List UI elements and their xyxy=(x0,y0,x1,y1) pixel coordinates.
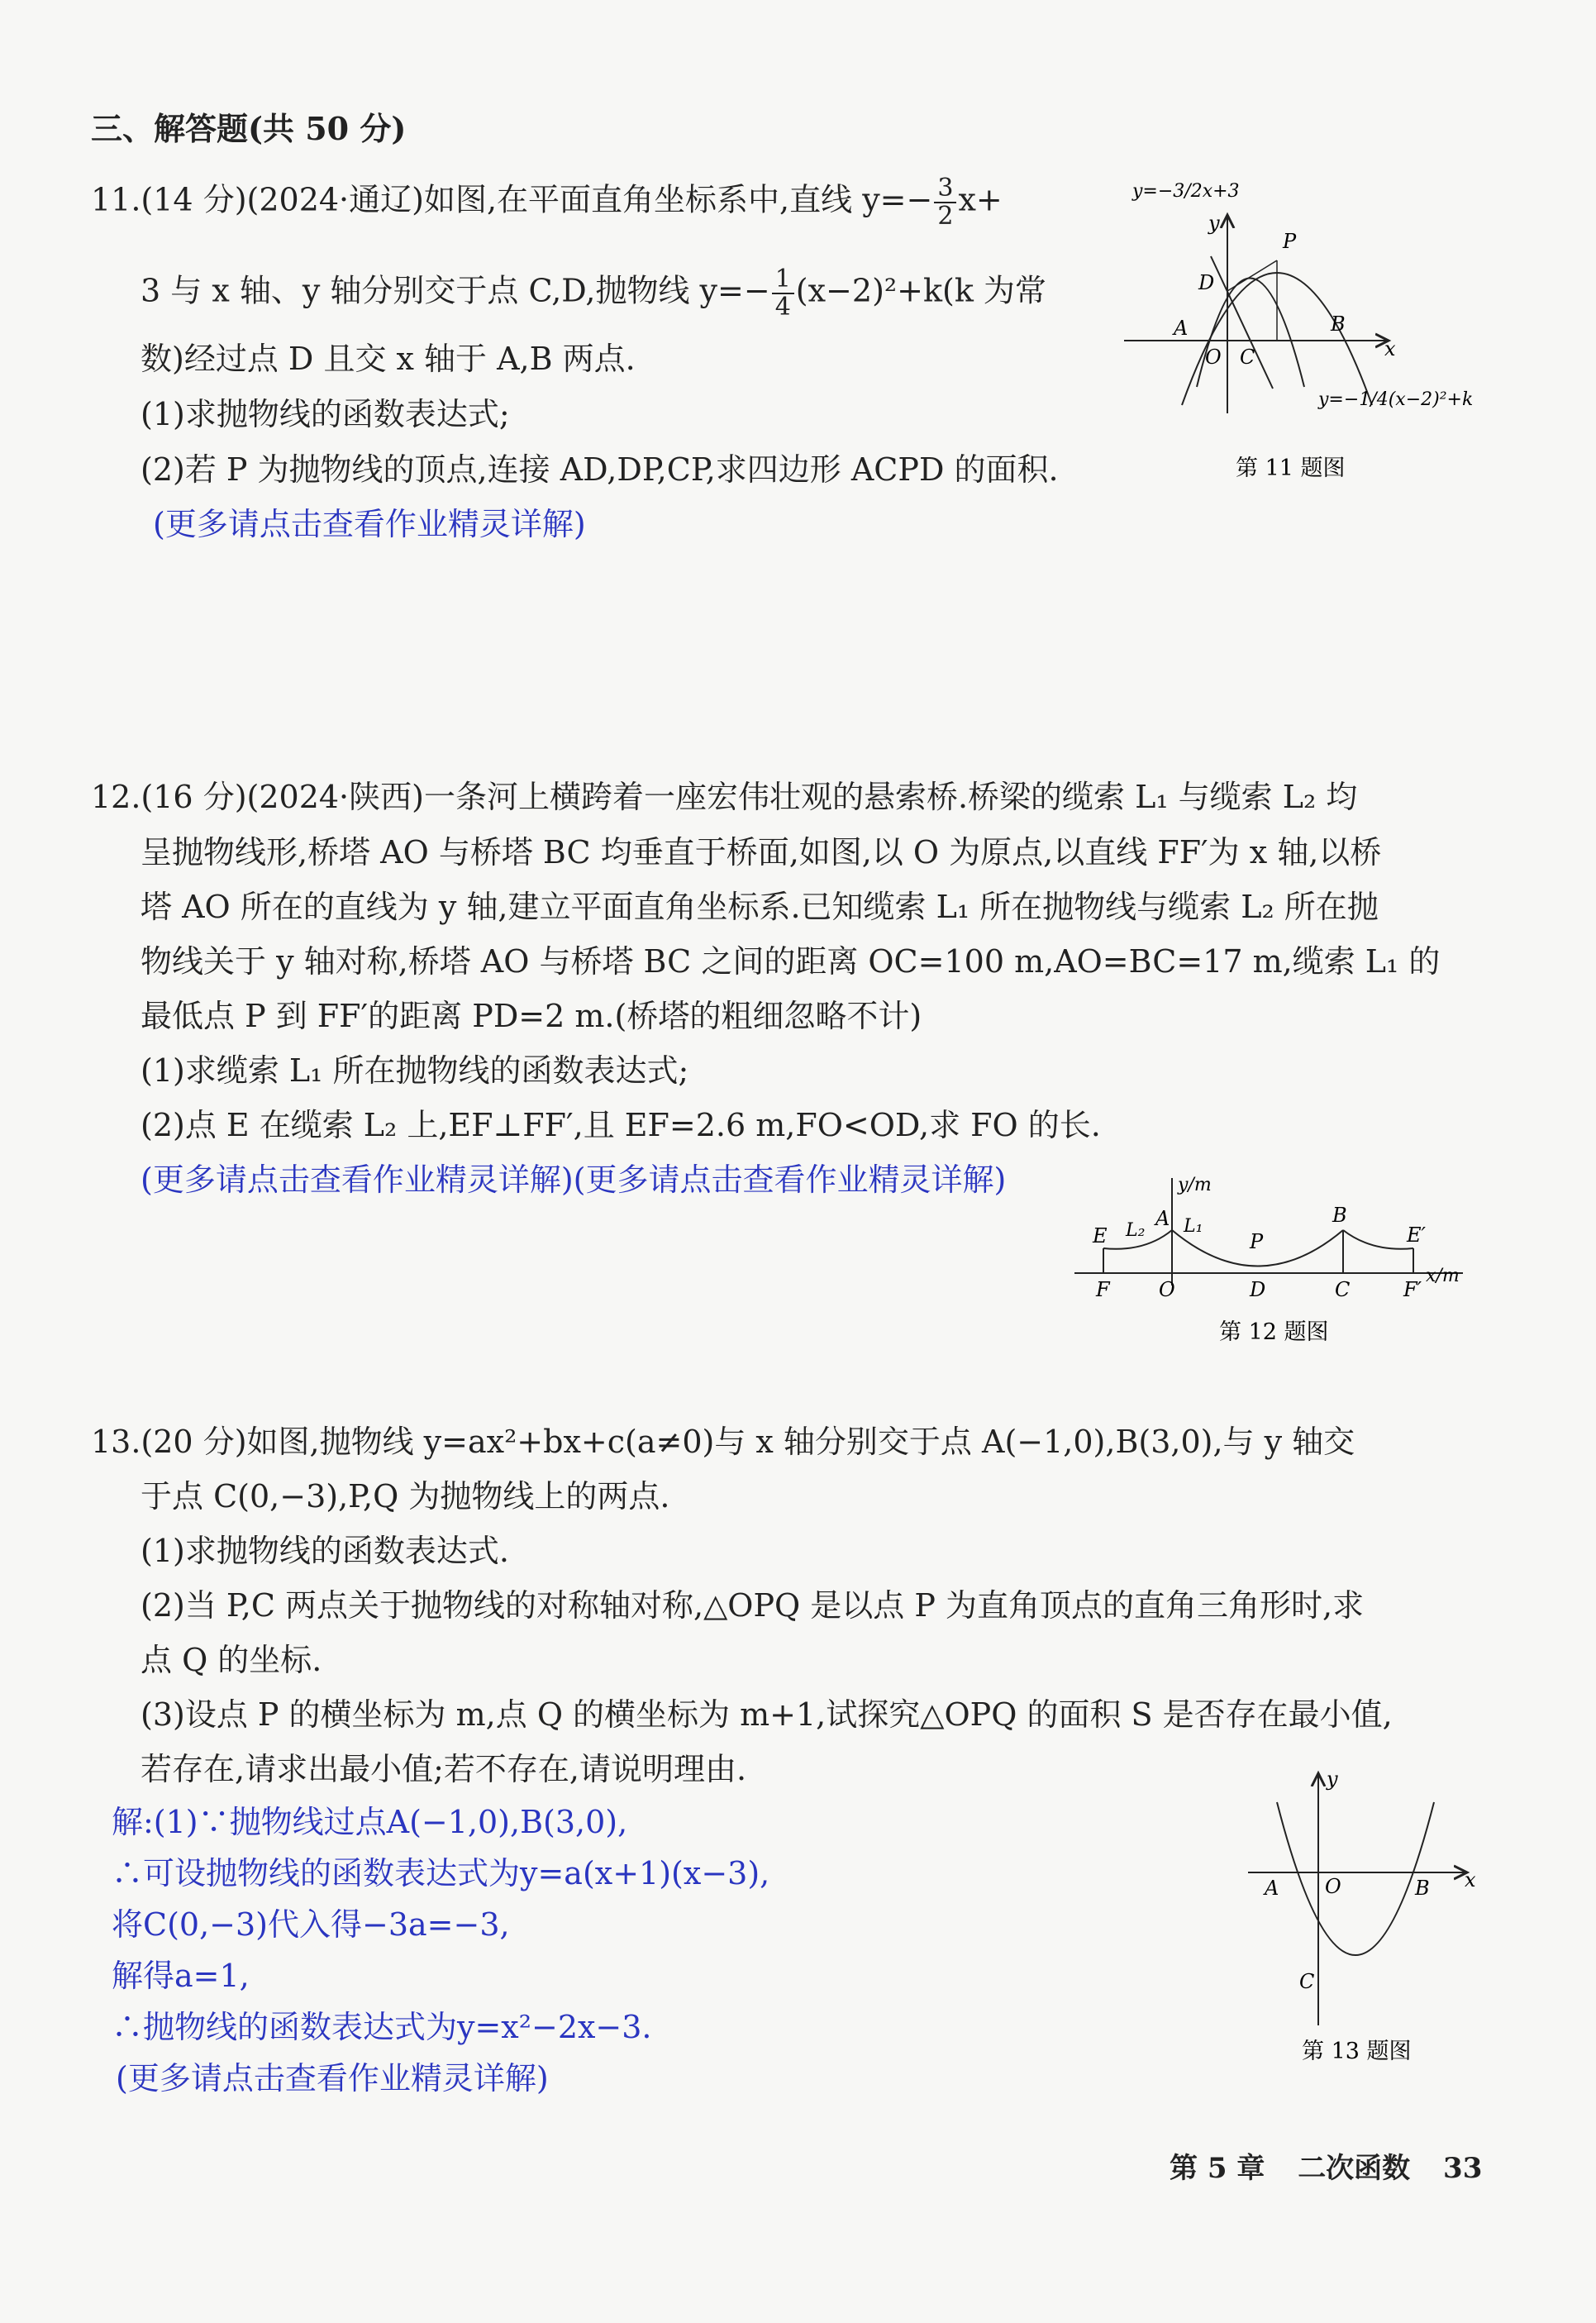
q11-point-a: A xyxy=(1174,317,1189,340)
q12-line5: 最低点 P 到 FF′的距离 PD=2 m.(桥塔的粗细忽略不计) xyxy=(141,998,922,1034)
q12-point-a: A xyxy=(1155,1207,1170,1230)
q11-point-c: C xyxy=(1240,346,1255,369)
q13-part2-a: (2)当 P,C 两点关于抛物线的对称轴对称,△OPQ 是以点 P 为直角顶点的直角三角形时,求 xyxy=(141,1587,1365,1624)
q11-frac2-num: 1 xyxy=(772,266,794,294)
q13-point-c: C xyxy=(1299,1970,1315,1993)
q11-frac1-den: 2 xyxy=(937,202,954,231)
q13-solution-line4: 解得a=1, xyxy=(112,1958,250,1994)
q12-point-f: F xyxy=(1096,1278,1110,1301)
q11-point-b: B xyxy=(1331,312,1346,336)
q13-x-label: x xyxy=(1465,1868,1476,1891)
q13-point-o: O xyxy=(1325,1875,1341,1898)
page-footer xyxy=(1170,2145,1482,2186)
q12-point-f-prime: F′ xyxy=(1403,1278,1422,1301)
q12-label-l2: L₂ xyxy=(1126,1220,1146,1241)
q12-point-d: D xyxy=(1250,1278,1266,1301)
q13-solution-line5: ∴抛物线的函数表达式为y=x²−2x−3. xyxy=(112,2009,652,2045)
q11-more-link[interactable]: (更多请点击查看作业精灵详解) xyxy=(153,506,586,542)
q12-label-l1: L₁ xyxy=(1184,1216,1203,1237)
q11-part1: (1)求抛物线的函数表达式; xyxy=(141,396,510,432)
q12-line2: 呈抛物线形,桥塔 AO 与桥塔 BC 均垂直于桥面,如图,以 O 为原点,以直线 FF′为 x 轴,以桥 xyxy=(141,834,1382,871)
q11-caption: 第 11 题图 xyxy=(1236,456,1346,481)
q12-line4: 物线关于 y 轴对称,桥塔 AO 与桥塔 BC 之间的距离 OC=100 m,AO=BC=17 m,缆索 L₁ 的 xyxy=(141,943,1441,980)
q13-y-label: y xyxy=(1327,1767,1338,1791)
q12-figure xyxy=(1066,1166,1496,1364)
q13-part1: (1)求抛物线的函数表达式. xyxy=(141,1533,509,1569)
q13-point-b: B xyxy=(1415,1877,1430,1900)
q11-part2: (2)若 P 为抛物线的顶点,连接 AD,DP,CP,求四边形 ACPD 的面积. xyxy=(141,451,1059,488)
q11-line2-text-a: 3 与 x 轴、y 轴分别交于点 C,D,抛物线 y=− xyxy=(141,272,770,309)
q11-line3: 数)经过点 D 且交 x 轴于 A,B 两点. xyxy=(141,341,636,377)
footer-title: 二次函数 xyxy=(1298,2152,1411,2185)
q11-fraction-3-2 xyxy=(934,175,956,230)
q13-line2: 于点 C(0,−3),P,Q 为抛物线上的两点. xyxy=(141,1478,670,1514)
q13-part3-a: (3)设点 P 的横坐标为 m,点 Q 的横坐标为 m+1,试探究△OPQ 的面积 S 是否存在最小值, xyxy=(141,1696,1393,1733)
q13-caption: 第 13 题图 xyxy=(1302,2039,1412,2064)
q11-line1-text-a: 11.(14 分)(2024·通辽)如图,在平面直角坐标系中,直线 y=− xyxy=(91,181,933,218)
q12-more-link[interactable]: (更多请点击查看作业精灵详解)(更多请点击查看作业精灵详解) xyxy=(141,1162,1007,1198)
q13-solution-line3: 将C(0,−3)代入得−3a=−3, xyxy=(112,1906,510,1943)
q11-point-p: P xyxy=(1283,230,1297,253)
q11-line-label: y=−3/2x+3 xyxy=(1132,181,1240,202)
q11-line1-text-b: x+ xyxy=(958,181,1003,218)
q13-figure xyxy=(1240,1761,1488,2092)
q13-more-link[interactable]: (更多请点击查看作业精灵详解) xyxy=(116,2060,549,2096)
q11-segment-dp xyxy=(1227,260,1277,291)
q12-point-e: E xyxy=(1093,1224,1108,1247)
q13-point-a: A xyxy=(1265,1877,1279,1900)
q11-y-label: y xyxy=(1208,212,1220,235)
q12-line1: 12.(16 分)(2024·陕西)一条河上横跨着一座宏伟壮观的悬索桥.桥梁的缆索 L₁ 与缆索 L₂ 均 xyxy=(91,779,1358,815)
q12-point-c: C xyxy=(1335,1278,1351,1301)
q12-x-label: x/m xyxy=(1426,1266,1460,1286)
q13-parabola xyxy=(1277,1802,1434,1955)
q12-point-p: P xyxy=(1250,1230,1264,1253)
footer-page-number: 33 xyxy=(1443,2152,1483,2185)
q13-solution-line2: ∴可设抛物线的函数表达式为y=a(x+1)(x−3), xyxy=(112,1855,770,1891)
q11-line1 xyxy=(91,175,1003,230)
q11-line2-text-b: (x−2)²+k(k 为常 xyxy=(795,272,1046,309)
q11-frac2-den: 4 xyxy=(774,293,791,322)
q11-parabola-label: y=−1/4(x−2)²+k xyxy=(1318,389,1474,410)
q11-fraction-1-4 xyxy=(772,266,794,321)
q11-point-o: O xyxy=(1205,346,1222,369)
q12-part2: (2)点 E 在缆索 L₂ 上,EF⊥FF′,且 EF=2.6 m,FO<OD,求 FO 的长. xyxy=(141,1107,1101,1143)
q12-y-label: y/m xyxy=(1178,1175,1212,1195)
q12-caption: 第 12 题图 xyxy=(1219,1319,1329,1345)
section-title: 三、解答题(共 50 分) xyxy=(91,110,407,147)
q11-figure xyxy=(1108,165,1488,496)
q12-cable-right xyxy=(1343,1230,1413,1249)
q12-point-e-prime: E′ xyxy=(1407,1224,1426,1247)
q12-part1: (1)求缆索 L₁ 所在抛物线的函数表达式; xyxy=(141,1052,689,1089)
q13-line1: 13.(20 分)如图,抛物线 y=ax²+bx+c(a≠0)与 x 轴分别交于点 A(−1,0),B(3,0),与 y 轴交 xyxy=(91,1424,1355,1460)
q13-solution-line1: 解:(1)∵抛物线过点A(−1,0),B(3,0), xyxy=(112,1804,628,1840)
q11-x-label: x xyxy=(1384,337,1396,360)
q12-point-b: B xyxy=(1332,1204,1347,1227)
q13-part2-b: 点 Q 的坐标. xyxy=(141,1642,322,1678)
q11-line2 xyxy=(141,266,1046,321)
q12-line3: 塔 AO 所在的直线为 y 轴,建立平面直角坐标系.已知缆索 L₁ 所在抛物线与缆索 L₂ 所在抛 xyxy=(141,889,1379,925)
q13-part3-b: 若存在,请求出最小值;若不存在,请说明理由. xyxy=(141,1751,747,1787)
q11-point-d: D xyxy=(1198,271,1215,294)
footer-chapter: 第 5 章 xyxy=(1170,2152,1265,2185)
q11-frac1-num: 3 xyxy=(934,175,956,203)
q12-point-o: O xyxy=(1159,1278,1175,1301)
